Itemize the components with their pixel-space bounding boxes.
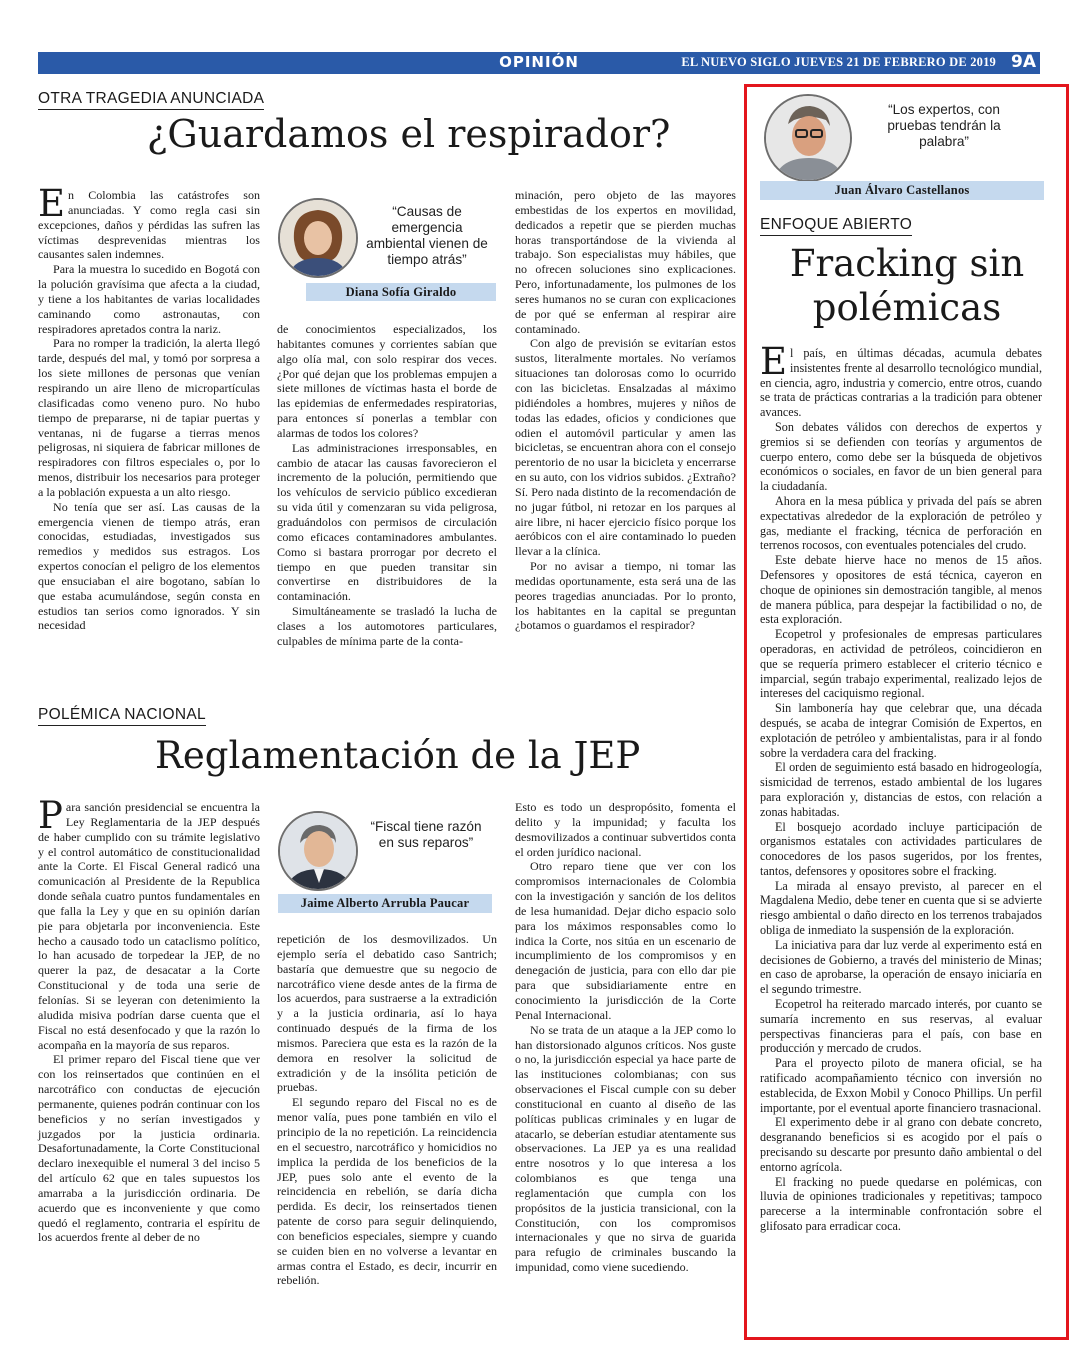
article1-kicker: OTRA TRAGEDIA ANUNCIADA xyxy=(38,90,264,110)
author-photo xyxy=(278,198,358,278)
article1-column-1: En Colombia las catástrofes son anunciadas. Y como regla casi sin excepciones, daños y pérdidas las sufren las víctimas desprevenidas mientras los causantes salen indemnes. Para la muestra lo sucedido en Bogotá con la polución gravísima que afecta a la ciudad, y tiene a los habitantes de varias localidades caminando como astronautas, con respiradores apretados contra la nariz. Para no romper la tradición, la alerta llegó tarde, después del mal, y tomó por sorpresa a los siete millones de personas que venían respirando un aire lleno de micropartículas clasificadas como veneno puro. No hubo tiempo de prepararse, ni de tapiar puertas y ventanas, ni de fugarse a tierras menos peligrosas, ni siquiera de fabricar millones de respiradores con filtros especiales o, por lo menos, distribuir los necesarios para proteger a la población expuesta a un alto riesgo. No tenía que ser así. Las causas de la emergencia vienen de tiempo atrás, eran conocidas, estudiadas, investigados sus remedios y medidos sus estragos. Los expertos conocían el peligro de los elementos que ensuciaban el aire bogotano, sabían lo que estaba acumulándose, según consta en estudios tan serios como ignorados. Y sin necesidad xyxy=(38,182,260,633)
article2-kicker: POLÉMICA NACIONAL xyxy=(38,706,206,726)
author-name: Juan Álvaro Castellanos xyxy=(760,181,1044,200)
article3-kicker: ENFOQUE ABIERTO xyxy=(760,216,912,236)
dropcap: E xyxy=(760,340,788,383)
article2-column-1: Para sanción presidencial se encuentra la Ley Reglamentaria de la JEP después de haber cumplido con su trámite legislativo y el control automático de constitucionalidad ante la Corte. El Fiscal General radicó una comunicación al Presidente de la Republica donde señala cuatro puntos fundamentales en que falla la Ley y que en su opinión darían pie para objetarla por inconveniencia. Este hecho a causado todo un cataclismo político, lo han acusado de torpedear la JEP, de no querer la paz, de desacatar a la Corte Constitucional y de toda una serie de felonías. Si se leyeran con detenimiento la aludida misiva podrían darse cuenta que el Fiscal no está desenfocado y que la razón lo acompaña en la mayoría de sus reparos. El primer reparo del Fiscal tiene que ver con los reinsertados que continúen en el narcotráfico con conductas de ejecución permanente, quienes podrán continuar con los beneficios y no serían investigados y juzgados por la justicia ordinaria. Desafortunadamente, la Corte Constitucional declaro inexequible el numeral 3 del inciso 5 del artículo 62 que en tales supuestos los amarraba a la jurisdicción ordinaria. De acuerdo que es inconveniente y que como quedó el reglamento, contraria el espíritu de los acuerdos frente al deber de no xyxy=(38,794,260,1245)
article1-pull-quote xyxy=(276,190,496,306)
section-header-bar xyxy=(38,52,1040,74)
article2-column-2: repetición de los desmovilizados. Un ejemplo sería el debatido caso Santrich; bastaría que demuestre que su negocio de narcotráfico viene desde antes de la firma de los acuerdos, para sustraerse a la extradición y a la justicia ordinaria, así lo haya continuado después de la firma de los mismos. Pareciera que esta es la razón de la demora en resolver la solicitud de extradición y de la insólita petición de pruebas. El segundo reparo del Fiscal no es de menor valía, pues pone también en vilo el principio de la no repetición. La reincidencia en el secuestro, narcotráfico y homicidios no implica la perdida de los beneficios de la JEP, pues solo ante el evento de la reincidencia en rebelión, se daría dicha perdida. Es decir, los reinsertados tienen patente de corso para seguir delinquiendo, con beneficios especiales, siempre y cuando se cuiden bien en no volverse a levantar en armas contra el Estado, es decir, incurrir en rebelión. xyxy=(277,932,497,1288)
author-portrait-icon xyxy=(280,813,356,889)
pull-quote-text: “Fiscal tiene razón en sus reparos” xyxy=(370,819,482,850)
pull-quote-text: “Causas de emergencia ambiental vienen de tiempo atrás” xyxy=(366,204,488,267)
section-title: OPINIÓN xyxy=(499,53,579,71)
article1-column-2: de conocimientos especializados, los habitantes comunes y corrientes sabían que algo olía mal, con solo respirar dos veces. ¿Por qué dejan que los problemas empujen a siete millones de víctimas hasta el borde de las epidemias de enfermedades respiratorias, para entonces sí ponerlas a temblar con alarmas de todos los colores? Las administraciones irresponsables, en cambio de atacar las causas favorecieron el incremento de la polución, permitiendo que los vehículos de servicio público excedieran su vida útil y comenzaran su vida peligrosa, graduándolos con permisos de circulación como eficaces contaminadores ambulantes. Como si bastara prorrogar por decreto el tiempo en que pueden transitar sin convertirse en distribuidores de la contaminación. Simultáneamente se trasladó la lucha de clases a los automotores particulares, culpables de mínima parte de la conta- xyxy=(277,322,497,648)
dropcap: P xyxy=(38,794,63,837)
author-portrait-icon xyxy=(766,96,850,180)
article3-body: El país, en últimas décadas, acumula debates insistentes frente al desarrollo tecnológico mundial, en ciencia, agro, industria y comercio, entre otros, cuando se trata de prácticas contrarias a la tradición para obtener avances. Son debates válidos con derechos de expertos y gremios si se defienden con teorías y argumentos de cuerpo entero, como debe ser la búsqueda de objetivos económicos o sociales, en favor de un bien general para la ciudadanía. Ahora en la mesa pública y privada del país se abren expectativas alrededor de la exploración de petróleo y gas, mediante el fracking, técnica de perforación en terrenos rocosos, con eventuales potenciales del crudo. Este debate hierve hace no menos de 15 años. Defensores y opositores de está técnica, cayeron en choque de opiniones sin demostración tangible, al menos de manera pública, para despejar la factibilidad o no, de esta exploración. Ecopetrol y profesionales de empresas particulares operadoras, en actividad de petróleos, coincidieron en que se requería primero establecer el criterio técnico e imparcial, según trabajo experimental, realizado lejos de intereses del caciquismo regional. Sin lambonería hay que celebrar que, una década después, se acaba de integrar Comisión de Expertos, en explotación de petróleo y ambientalistas, para ir al fondo sobre la verdadera cara del fracking. El orden de seguimiento está basado en hidrogeología, sismicidad de terrenos, estado ambiental de los lugares para exploración y, distancias de estos, con relación a zonas habitadas. El bosquejo acordado incluye participación de organismos estatales con actividades particulares de conocedores de los pasos sugeridos, por los frentes, tantos, defensores y opositores sobre el fracking. La mirada al ensayo previsto, al parecer en el Magdalena Medio, debe tener en cuenta que si se advierte riesgo ambiental o daño directo en los terrenos trabajados obliga de inmediato la suspensión de la exploración. La iniciativa para dar luz verde al experimento está en decisiones de Gobierno, a través del ministerio de Minas; en caso de aprobarse, la operación de ensayo iniciaría en el segundo trimestre. Ecopetrol ha reiterado marcado interés, por cuanto se sumaría incremento en sus reservas, al evaluar perspectivas financieras para el país, con base en producción y mercado de crudos. Para el proyecto piloto de manera oficial, se ha ratificado acompañamiento técnico con inversión no establecida, de Exxon Mobil y Conoco Phillips. Un perfil importante, por el eventual aporte financiero trasnacional. El experimento debe ir al grano con debate concreto, desgranando beneficios si es acogido por el país o precisando su descarte por presunto daño ambiental o del entorno agrícola. El fracking no puede quedarse en polémicas, con lluvia de opiniones tradicionales y repetitivas; tampoco parecerse a la interminable confrontación sobre el glifosato para erradicar coca. xyxy=(760,340,1042,1234)
author-photo xyxy=(278,811,358,891)
page-number: 9A xyxy=(1011,52,1036,72)
article2-pull-quote xyxy=(276,805,496,917)
masthead-date: EL NUEVO SIGLO JUEVES 21 DE FEBRERO DE 2019 xyxy=(681,55,996,69)
author-name: Diana Sofía Giraldo xyxy=(306,283,496,301)
author-portrait-icon xyxy=(280,200,356,276)
article2-headline: Reglamentación de la JEP xyxy=(155,734,641,777)
author-name: Jaime Alberto Arrubla Paucar xyxy=(278,894,492,913)
article3-pull-quote xyxy=(760,92,1044,204)
article3-headline: Fracking sin polémicas xyxy=(789,242,1025,329)
article2-column-3: Esto es todo un despropósito, fomenta el delito y la impunidad; y faculta los desmovilizados a continuar subvertidos conta el orden jurídico nacional. Otro reparo tiene que ver con los compromisos internacionales de Colombia con la investigación y sanción de los delitos de lesa humanidad. Dejar dicho espacio solo para los máximos responsables como lo indica la Corte, nos sitúa en un escenario de incumplimiento de los compromisos y en denegación de justicia, para con ello dar pie para que subsidiariamente entre en conocimiento la jurisdicción de la Corte Penal Internacional. No se trata de un ataque a la JEP como lo han distorsionado algunos críticos. Nos guste o no, la jurisdicción especial ya hace parte de las instituciones colombianas; con sus observaciones el Fiscal cumple con su deber constitucional en cuanto al diseño de las políticas publicas criminales y en lugar de atacarlo, se deberían estudiar atentamente sus observaciones. La JEP ya es una realidad entre nosotros y lo que interesa a los colombianos es que tenga una reglamentación que cumpla con los propósitos de la justicia transicional, con la Constitución, con los compromisos internacionales y que no sirva de guarida para refugio de criminales buscando la impunidad, como viene sucediendo. xyxy=(515,800,736,1275)
dropcap: E xyxy=(38,182,66,225)
article1-column-3: minación, pero objeto de las mayores embestidas de los expertos en movilidad, dedicados a repetir que se pierden muchas horas transportándose de la vivienda al trabajo. Son especialistas muy hábiles, que no ofrecen soluciones sino explicaciones. Pero, infortunadamente, los pulmones de los seres humanos no se curan con explicaciones de por qué se enferman al respirar aire contaminado. Con algo de previsión se evitarían estos sustos, literalmente mortales. No veríamos situaciones tan dolorosas como lo ocurrido con las bicicletas. Ensalzadas al máximo pidiéndoles a hombres, mujeres y niños de todas las edades, oficios y condiciones que odien el automóvil particular y amen las bicicletas, se encuentran ahora con el consejo perentorio de no usar la bicicleta y encerrarse en su auto, con los vidrios subidos. ¿Extraño? Sí. Pero nada distinto de la recomendación de no jugar fútbol, ni retozar en los parques al aire libre, ni hacer ejercicio físico porque los aeróbicos con el aire contaminado lo pueden llevar a la clínica. Por no avisar a tiempo, ni tomar las medidas oportunamente, esta será una de las peores tragedias anunciadas. Por lo pronto, los habitantes en la capital se preguntan ¿botamos o guardamos el respirador? xyxy=(515,188,736,633)
article1-headline: ¿Guardamos el respirador? xyxy=(147,112,671,156)
pull-quote-text: “Los expertos, con pruebas tendrán la palabra” xyxy=(887,102,1001,149)
author-photo xyxy=(764,94,852,182)
